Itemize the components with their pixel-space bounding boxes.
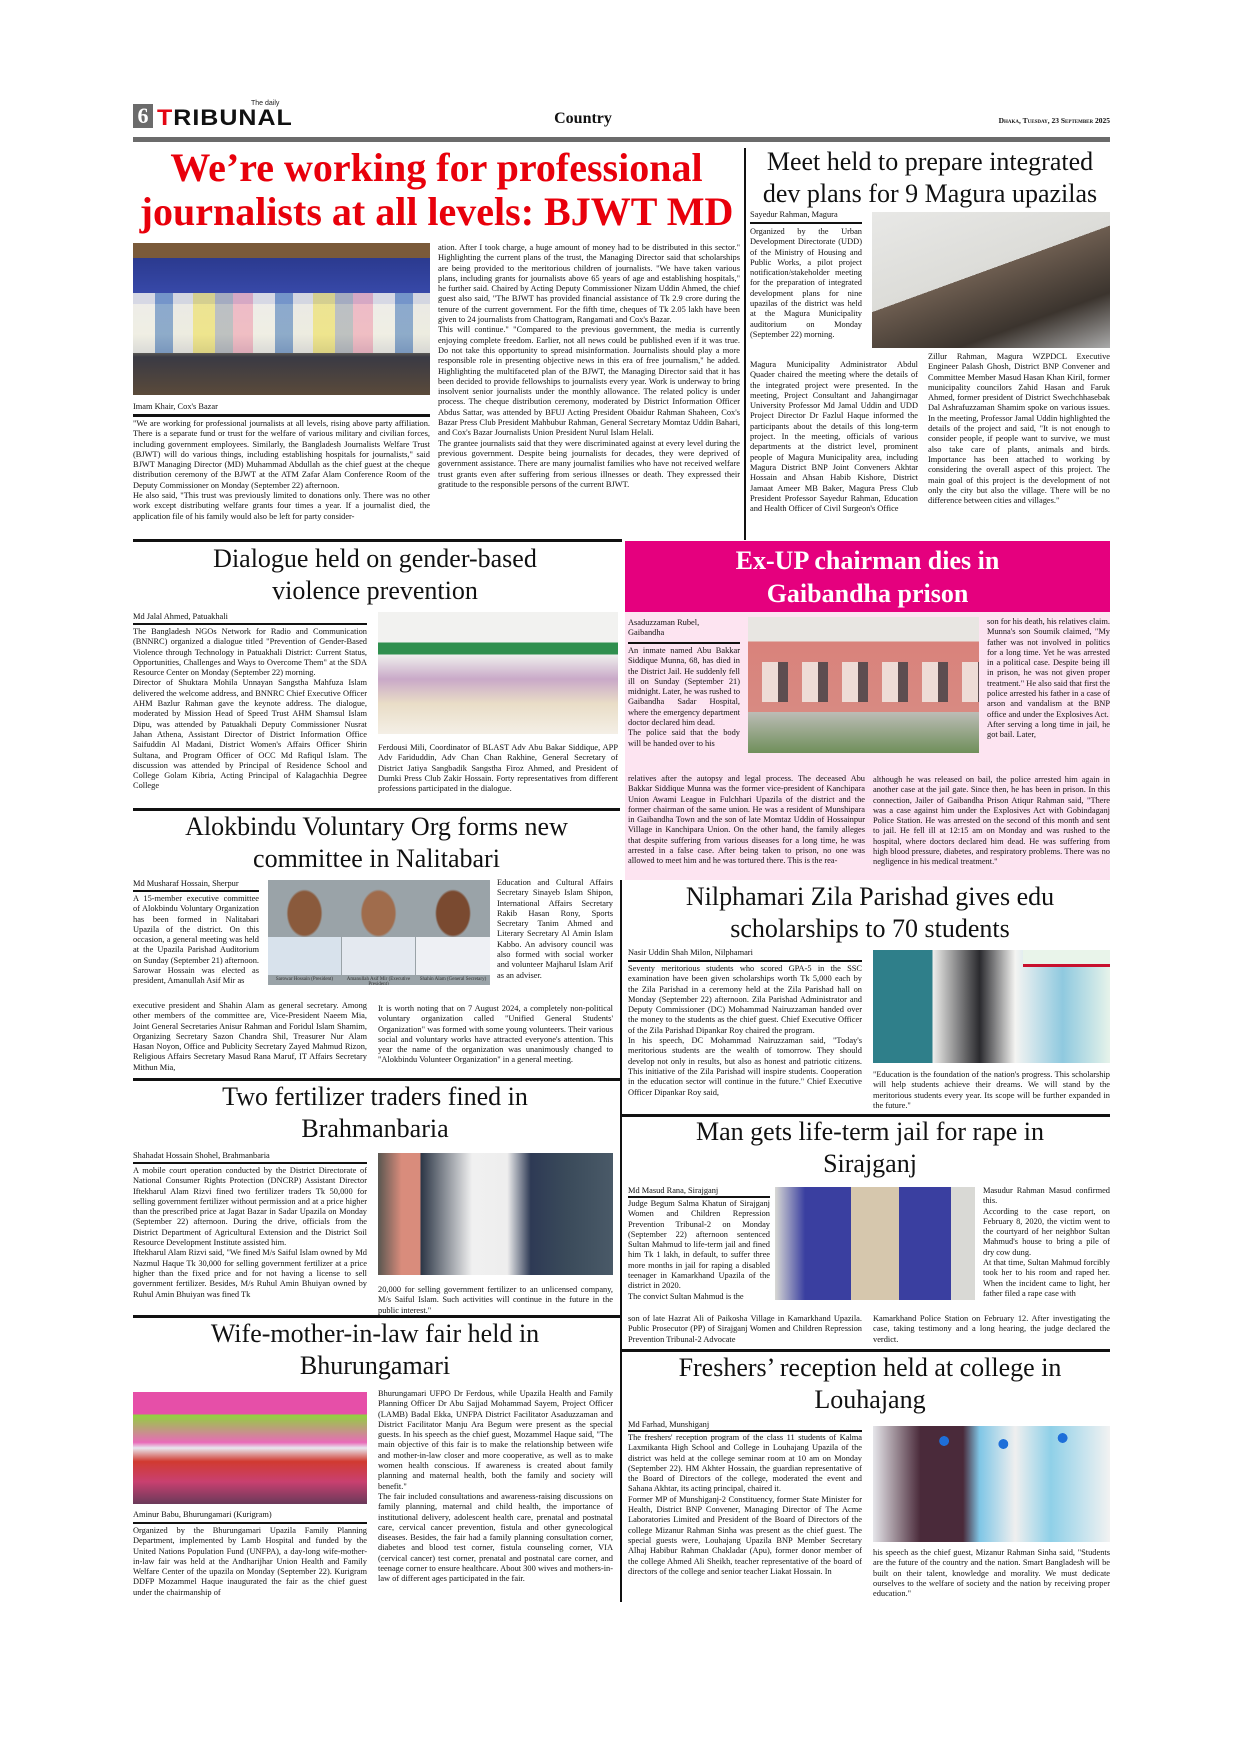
article-byline: Sayedur Rahman, Magura xyxy=(750,210,838,219)
article-headline: Two fertilizer traders fined in Brahmanbaria xyxy=(222,1082,528,1143)
article-body: The freshers' reception program of the class 11 students of Kalma Laxmikanta High School and College in Louhajang Upazila of the district was held at the college seminar room at 10 am on Monday (September 22). HM Akhter Hossain, the guardian representative of the Board of Directors of the college, moderated the event and Sahana Akhtar, its acting principal, chaired it. Former MP of Munshiganj-2 Constituency, former State Minister for Health, District BNP Convener, Managing Director of The Acme Laboratories Limited and President of the Board of Directors of the college Mizanur Rahman Sinha was present as the chief guest. The special guests were, Louhajang Upazila BNP Member Secretary Alhaj Habibur Rahman Chakladar (Apu), former donor member of the college Ahmed Ali Sheikh, teacher representative of the board of directors of the college and senior teacher Liakat Hossain. In xyxy=(628,1433,862,1576)
byline-rule xyxy=(133,414,430,417)
byline-rule xyxy=(133,890,259,892)
article-body: Kamarkhand Police Station on February 12. After investigating the case, taking testimony and a long hearing, the judge declared the verdict. xyxy=(873,1314,1110,1344)
issue-date: Dhaka, Tuesday, 23 September 2025 xyxy=(998,116,1110,125)
logo: TRIBUNAL xyxy=(157,105,293,131)
masthead-rule xyxy=(133,137,1110,142)
section-divider xyxy=(133,539,622,542)
photo-people xyxy=(133,293,430,353)
article-body: Education and Cultural Affairs Secretary Sinayeb Islam Shipon, International Affairs Secretary Rakib Hasan Rony, Sports Secretary Tanim Ahmed and Literary Secretary Al Amin Islam Kabbo. An advisory council was also formed with social worker and volunteer Majharul Islam Arif as an adviser. xyxy=(497,878,613,980)
portrait-president xyxy=(268,880,341,975)
portrait-photos xyxy=(268,880,490,985)
article-headline: Freshers’ reception held at college in Louhajang xyxy=(678,1353,1062,1414)
headline-banner xyxy=(625,541,1110,612)
section-title: Country xyxy=(554,110,612,127)
article-byline: Shahadat Hossain Shohel, Brahmanbaria xyxy=(133,1151,270,1160)
column-divider xyxy=(744,148,746,540)
logo-tagline: The daily xyxy=(251,100,280,107)
portrait-caption: Shahin Alam (General Secretary) xyxy=(419,977,487,982)
banner-text-strip xyxy=(1023,950,1110,967)
article-body: although he was released on bail, the police arrested him again in another case at the jail gate. Since then, he has been in prison. In this connection, Jailer of Gaibandha Prison Atiqur Rahman said, "There was a case against him under the Explosives Act with Gobindaganj Police Station. He was arrested on the second of this month and sent to jail. He fell ill at 12:15 am on Monday and was rushed to the hospital, where doctors declared him dead. He was suffering from high blood pressure, diabetes, and respiratory problems. There was no negligence in his medical treatment." xyxy=(873,775,1110,867)
article-body: relatives after the autopsy and legal process. The deceased Abu Bakkar Siddique Munna was the former vice-president of Kanchipara Union Awami League in Fulchhari Upazila of the district and the former chairman of the same union. He was a resident of Munshipara in Gaibandha Town and the son of late Momtaz Uddin of Hossainpur Village in Kanchipara Union. On the other hand, the family alleges that despite suffering from various diseases for a long time, he was arrested in a false case. After being taken to prison, no one was allowed to meet him and he was tortured there. This is the rea- xyxy=(628,774,865,866)
byline-rule xyxy=(133,623,367,625)
article-body: Zillur Rahman, Magura WZPDCL Executive Engineer Palash Ghosh, District BNP Convener and Committee Member Masud Hasan Khan Kiril, former municipality councilors Zahid Hasan and Faruk Ahmed, former president of District Swechchhasebak Dal Ashrafuzzaman Shamim spoke on various issues. In the meeting, Professor Jamal Uddin highlighted the details of the project and said, "It is not enough to consider people, if people want to survive, we must also take care of plants, animals and birds. Importance has been attached to working by considering the overall aspect of this project. The main goal of this project is the development of not only the city but also the village. There will be no difference between cities and villages." xyxy=(928,352,1110,506)
article-body: Masudur Rahman Masud confirmed this. According to the case report, on February 8, 2020, the victim went to the courtyard of her neighbor Sultan Mahmud's house to bring a pile of dry cow dung. At that time, Sultan Mahmud forcibly took her to his room and raped her. When the incident came to light, her father filed a rape case with xyxy=(983,1186,1110,1298)
page-number: 6 xyxy=(133,104,153,128)
article-body: "We are working for professional journalists at all levels, rising above party affiliation. There is a separate fund or trust for the welfare of various military and civilian forces, including government employees. Similarly, the Bangladesh Journalists Welfare Trust (BJWT) will do various things, including establishing hospitals for journalists," said BJWT Managing Director (MD) Muhammad Abdullah as the chief guest at the cheque distribution ceremony of the BJWT at the ATM Zafar Alam Conference Room of the Deputy Commissioner on Monday (September 22) afternoon. He also said, "This trust was previously limited to donations only. There was no other work except distributing welfare grants four times a year. If a journalist died, the application file of his family would also be left for party consider- xyxy=(133,419,430,521)
portrait-executive-president xyxy=(342,880,415,975)
article-byline: Aminur Babu, Bhurungamari (Kurigram) xyxy=(133,1510,272,1519)
byline-rule xyxy=(750,222,862,224)
article-body: Bhurungamari UFPO Dr Ferdous, while Upazila Health and Family Planning Officer Dr Abu Sajjad Mohammad Sayem, Project Officer (LAMB) Badal Ekka, UNFPA District Facilitator Asaduzzaman and District Facilitator Manju Ara Begum were present as the special guests. In his speech as the chief guest, Mozammel Haque said, "The main objective of this fair is to make the relationship between wife and mother-in-law closer and more cooperative, as well as to make women health conscious. If awareness is created about family planning and maternal health, both the family and society will benefit." The fair included consultations and awareness-raising discussions on family planning, maternal and child health, the importance of institutional delivery, adolescent health care, prenatal and postnatal care, cervical cancer prevention, fistula and other gynecological diseases. Besides, the fair had a family planning consultation corner, diabetes and blood test corner, fistula counseling corner, VIA (cervical cancer) test corner, prenatal and postnatal care corner, and teenage corner to ensure healthcare. About 300 wives and mothers-in-law of different ages participated in the fair. xyxy=(378,1389,613,1584)
article-headline: Nilphamari Zila Parishad gives edu scholarships to 70 students xyxy=(685,882,1055,943)
article-headline: Ex-UP chairman dies in Gaibandha prison xyxy=(735,546,1000,608)
article-body: An inmate named Abu Bakkar Siddique Munna, 68, has died in the District Jail. He suddenly fell ill on Sunday (September 21) midnight. Later, he was rushed to Gaibandha Sadar Hospital, where the emergency department doctor declared him dead. The police said that the body will be handed over to his xyxy=(628,646,740,748)
article-byline: Md Jalal Ahmed, Patuakhali xyxy=(133,612,228,621)
article-photo xyxy=(378,1153,613,1275)
article-byline: Md Musharaf Hossain, Sherpur xyxy=(133,879,239,888)
byline-rule xyxy=(628,1196,770,1198)
article-headline: Man gets life-term jail for rape in Sirajganj xyxy=(696,1117,1044,1178)
photo-windows xyxy=(748,662,979,702)
article-photo xyxy=(872,212,1110,348)
portrait-general-secretary xyxy=(416,880,490,975)
article-byline: Md Farhad, Munshiganj xyxy=(628,1420,710,1429)
article-byline: Md Masud Rana, Sirajganj xyxy=(628,1186,719,1195)
article-exup xyxy=(625,541,1110,880)
article-body: It is worth noting that on 7 August 2024, a completely non-political voluntary organization called "Unified General Students' Organization" was formed with some young volunteers. Their various social and voluntary works have attracted everyone's attention. This year the name of the organization was unanimously changed to "Alokbindu Volunteer Organization" in a general meeting. xyxy=(378,1004,613,1065)
article-body: A 15-member executive committee of Alokbindu Voluntary Organization has been formed in Nalitabari Upazila of the district. On this occasion, a general meeting was held at the Upazila Parishad Auditorium on Sunday (September 21) afternoon. Sarowar Hossain was elected as president, Amanullah Asif Mir as xyxy=(133,894,259,986)
article-body: Judge Begum Salma Khatun of Sirajganj Women and Children Repression Prevention Tribunal-2 on Monday (September 22) afternoon sentenced Sultan Mahmud to life-term jail and fined him Tk 1 lakh, in default, to suffer three more months in jail for raping a disabled teenager in Kamarkhand Upazila of the district in 2020. The convict Sultan Mahmud is the xyxy=(628,1199,770,1301)
balloon-decor xyxy=(873,1426,1110,1456)
article-headline: Alokbindu Voluntary Org forms new committee in Nalitabari xyxy=(185,812,568,873)
article-headline: Meet held to prepare integrated dev plans for 9 Magura upazilas xyxy=(762,147,1098,208)
article-body: The Bangladesh NGOs Network for Radio and Communication (BNNRC) organized a dialogue titled "Prevention of Gender-Based Violence through Technology in Patuakhali District: Current Status, Opportunities, Challenges and Ways to Overcome Them" at the SDA Resource Center on Monday (September 22) morning. Director of Shuktara Mohila Unnayan Sangstha Mahfuza Islam delivered the welcome address, and BNNRC Chief Executive Officer AHM Bazlur Rahman gave the keynote address. The dialogue, moderated by Mission Head of Speed Trust AHM Shamsul Islam Dipu, was attended by Patuakhali Deputy Commissioner Nusrat Jahan Athena, Assistant Director of District Information Office Saifuddin Al Madani, District Women's Affairs Officer Shirin Sultana, and Program Officer of OCC Md Rafiqul Islam. The discussion was attended by Principal of Residence School and College Golam Kibria, Acting Principal of Kalagachhia Degree College xyxy=(133,627,367,791)
article-body: his speech as the chief guest, Mizanur Rahman Sinha said, "Students are the future of the country and the nation. Smart Bangladesh will be built on their talent, knowledge and morality. We must dedicate ourselves to the welfare of society and the nation by receiving proper education." xyxy=(873,1548,1110,1599)
byline-rule xyxy=(628,1430,862,1432)
article-photo xyxy=(748,617,979,753)
article-headline: We’re working for professional journalists at all levels: BJWT MD xyxy=(139,146,734,234)
article-body: executive president and Shahin Alam as general secretary. Among other members of the committee are, Vice-President Naeem Mia, Joint General Secretaries Anisur Rahman and Foridul Islam Shamim, Organizing Secretary Sazon Chandra Shil, Treasurer Nur Alam Hasan Noyon, Office and Publicity Secretary Zayed Mahmud Rizon, Religious Affairs Secretary Masud Rana Maruf, IT Affairs Secretary Mithun Mia, xyxy=(133,1001,367,1072)
article-body: son of late Hazrat Ali of Paikosha Village in Kamarkhand Upazila. Public Prosecutor (PP) of Sirajganj Women and Children Repression Prevention Tribunal-2 Advocate xyxy=(628,1314,862,1344)
article-body: A mobile court operation conducted by the District Directorate of National Consumer Rights Protection (DNCRP) Assistant Director Iftekharul Alam Rizvi fined two fertilizer traders Tk 50,000 for selling government fertilizer without permission and at a price higher than the prescribed price at Jagat Bazar in Sadar Upazila on Monday (September 22) afternoon. During the drive, officials from the District Department of Agricultural Extension and the District Soil Resource Development Institute assisted him. Iftekharul Alam Rizvi said, "We fined M/s Saiful Islam owned by Md Nazmul Haque Tk 30,000 for selling government fertilizer at a price higher than the fixed price and for not having a license to sell government fertilizer. Besides, M/s Ruhul Amin Bhuiyan owned by Ruhul Amin Bhuiyan was fined Tk xyxy=(133,1166,367,1299)
article-body: Organized by the Bhurungamari Upazila Family Planning Department, implemented by Lamb Hospital and funded by the United Nations Population Fund (UNFPA), a day-long wife-mother-in-law fair was held at the Andharijhar Union Health and Family Welfare Center of the upazila on Monday (September 22). Kurigram DDFP Mozammel Haque inaugurated the fair as the chief guest under the chairmanship of xyxy=(133,1526,367,1597)
column-divider xyxy=(620,880,622,1602)
article-photo xyxy=(133,243,430,395)
article-photo xyxy=(775,1187,975,1300)
masthead xyxy=(133,100,1110,144)
byline-rule xyxy=(133,1162,367,1164)
article-photo xyxy=(873,950,1110,1063)
article-byline: Imam Khair, Cox's Bazar xyxy=(133,402,218,411)
article-headline: Wife-mother-in-law fair held in Bhurungamari xyxy=(210,1319,540,1380)
portrait-caption: Amanullah Asif Mir (Executive President) xyxy=(346,977,411,985)
article-body: "Education is the foundation of the nation's progress. This scholarship will help students achieve their dreams. We will stand by the meritorious students every year. Its scope will be further expanded in the future." xyxy=(873,1070,1110,1110)
portrait-caption: Sarowar Hossain (President) xyxy=(275,977,334,982)
article-body: Seventy meritorious students who scored GPA-5 in the SSC examination have been given scholarships worth Tk 5,000 each by the Zila Parishad in a ceremony held at the Zila Parishad hall on Monday (September 22) afternoon. Zila Parishad Administrator and Deputy Commissioner (DC) Mohammad Nairuzzaman handed over the money to the students as the chief guest. Chief Executive Officer of the Zila Parishad Dipankar Roy chaired the program. In his speech, DC Mohammad Nairuzzaman said, "Today's meritorious students are the wealth of tomorrow. They should develop not only in results, but also as honest and patriotic citizens. This initiative of the Zila Parishad will inspire students. Cooperation in the education sector will continue in the future." Chief Executive Officer Dipankar Roy said, xyxy=(628,964,862,1097)
photo-caption-text: Ferdousi Mili, Coordinator of BLAST Adv Abu Bakar Siddique, APP Adv Fariduddin, Adv Chan Chan Rakhine, General Secretary of District Jatiya Sangbadik Sangstha Firoz Ahmed, and President of Dumki Press Club Zakir Hossain. Forty representatives from different professions participated in the dialogue. xyxy=(378,743,618,794)
article-photo xyxy=(873,1426,1110,1542)
article-body: ation. After I took charge, a huge amount of money had to be distributed in this sector." Highlighting the current plans of the trust, the Managing Director said that scholarships are being provided to the meritorious children of journalists. "We have taken various plans, including grants for journalists above 65 years of age and establishing hospitals," he further said. Chaired by Acting Deputy Commissioner Nizam Uddin Ahmed, the chief guest also said, "The BJWT has provided financial assistance of Tk 2.9 crore during the tenure of the current government. For the fifth time, cheques of Tk 2.05 lakh have been given to 24 journalists from Chattogram, Rangamati and Cox's Bazar. This will continue." "Compared to the previous government, the media is currently enjoying complete freedom. Earlier, not all news could be published even if it was true. Do not take this opportunity to spread misinformation. Journalists should play a more responsible role in presenting objective news in this era of free journalism," he added. Highlighting the multifaceted plan of the BJWT, the Managing Director said that it has been decided to provide fellowships to journalists every year. Work is underway to bring insolvent senior journalists under the monthly allowance. The related policy is under process. The cheque distribution ceremony, moderated by District Information Officer Abdus Sattar, was attended by BFUJ Acting President Obaidur Rahman Shaheen, Cox's Bazar Press Club President Mahbubur Rahman, General Secretary Momtaz Uddin Bahari, and Cox's Bazar Journalists Union President Nurul Islam Helali. The grantee journalists said that they were discriminated against at every level during the previous government. Despite being journalists for decades, they were deprived of government assistance. There are many journalist families who have not received welfare trust grants even after suffering from serious illnesses or death. They expressed their gratitude to the responsible persons of the current BJWT. xyxy=(438,243,740,489)
article-body: Organized by the Urban Development Directorate (UDD) of the Ministry of Housing and Public Works, a pilot project notification/stakeholder meeting for the preparation of integrated development plans for nine upazilas of the district was held at the Magura Municipality auditorium on Monday (September 22) morning. xyxy=(750,227,862,339)
article-body: son for his death, his relatives claim. Munna's son Soumik claimed, "My father was not involved in politics for a long time. Yet he was arrested in a political case. Despite being ill in prison, he was not given proper treatment." He also said that first the police arrested his father in a case of arson and vandalism at the BNP office and under the Explosives Act. After serving a long time in jail, he got bail. Later, xyxy=(987,617,1110,740)
byline-rule xyxy=(628,960,862,962)
article-photo xyxy=(133,1392,367,1504)
article-headline: Dialogue held on gender-based violence prevention xyxy=(213,544,537,605)
byline-rule xyxy=(133,1522,367,1524)
photo-caption-text: 20,000 for selling government fertilizer to an unlicensed company, M/s Saiful Islam. Such activities will continue in the future in the public interest." xyxy=(378,1285,613,1315)
article-byline: Nasir Uddin Shah Milon, Nilphamari xyxy=(628,948,753,957)
article-byline: Asaduzzaman Rubel, Gaibandha xyxy=(628,618,700,637)
article-photo xyxy=(378,612,618,734)
article-body: Magura Municipality Administrator Abdul Quader chaired the meeting where the details of the integrated project were presented. In the meeting, Project Consultant and Jahangirnagar University Professor Md Jamal Uddin and UDD Project Director Dr Fazlul Haque informed the participants about the details of this long-term project. In the meeting, officials of various departments at the district level, prominent people of Magura Municipality area, including Magura District BNP Joint Conveners Akhtar Hossain and Ahsan Habib Kishore, District Jamaat Ameer MB Baker, Magura Press Club President Professor Sayedur Rahman, Education and Health Officer of Civil Surgeon's Office xyxy=(750,360,918,514)
byline-rule xyxy=(628,642,740,644)
